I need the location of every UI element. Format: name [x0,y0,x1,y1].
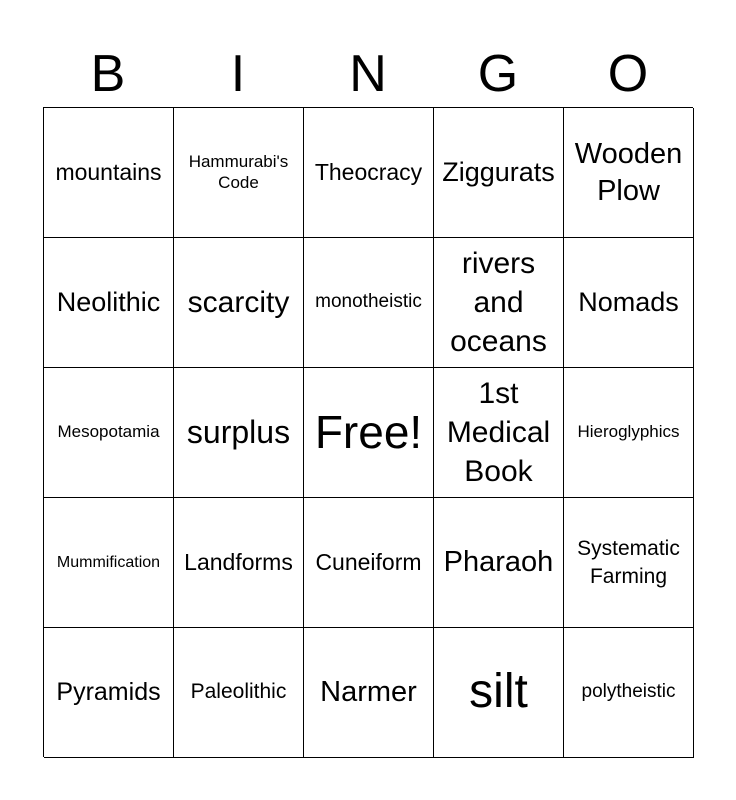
bingo-cell[interactable] [434,628,564,758]
bingo-cell[interactable] [564,108,694,238]
bingo-cell[interactable] [564,368,694,498]
bingo-cell[interactable] [304,238,434,368]
cell-label: Neolithic [56,286,161,317]
cell-label: Hammurabi's Code [188,152,289,192]
cell-label: Mesopotamia [57,422,160,442]
bingo-cell[interactable] [564,238,694,368]
bingo-cell[interactable] [174,628,304,758]
free-space-cell[interactable] [304,368,434,498]
cell-label: Narmer [320,676,417,709]
cell-label: Systematic Farming [577,537,680,588]
bingo-board [43,107,693,757]
bingo-cell[interactable] [174,238,304,368]
bingo-cell[interactable] [44,238,174,368]
cell-label: 1st Medical Book [446,377,551,488]
cell-label: rivers and oceans [450,247,547,358]
cell-label: Wooden Plow [574,138,683,207]
cell-label: mountains [55,158,162,185]
bingo-cell[interactable] [44,108,174,238]
header-letter-b: B [90,45,126,103]
cell-label: silt [469,665,528,719]
bingo-cell[interactable] [434,368,564,498]
bingo-cell[interactable] [44,368,174,498]
header-letter-n: N [349,45,387,103]
header-letter-i: I [230,45,246,103]
cell-label: surplus [186,413,291,450]
cell-label: polytheistic [581,681,676,703]
bingo-cell[interactable] [174,498,304,628]
cell-label: scarcity [187,285,290,319]
cell-label: Hieroglyphics [577,422,680,442]
bingo-cell[interactable] [44,628,174,758]
bingo-cell[interactable] [304,628,434,758]
bingo-cell[interactable] [44,498,174,628]
cell-label: monotheistic [315,291,422,313]
cell-label: Pyramids [56,677,161,706]
bingo-cell[interactable] [564,628,694,758]
cell-label: Cuneiform [315,548,422,575]
bingo-cell[interactable] [434,498,564,628]
header-letter-g: G [477,45,519,103]
cell-label: Pharaoh [443,546,554,579]
bingo-cell[interactable] [174,368,304,498]
header-letter-o: O [607,45,649,103]
cell-label: Paleolithic [190,680,287,704]
cell-label: Ziggurats [442,156,555,187]
bingo-cell[interactable] [304,498,434,628]
bingo-cell[interactable] [304,108,434,238]
cell-label: Nomads [578,286,679,317]
cell-label: Mummification [56,553,161,571]
bingo-header [43,40,693,108]
bingo-cell[interactable] [564,498,694,628]
cell-label: Landforms [184,548,293,575]
cell-label: Theocracy [314,158,423,185]
bingo-cell[interactable] [434,238,564,368]
bingo-cell[interactable] [174,108,304,238]
bingo-cell[interactable] [434,108,564,238]
free-space-label: Free! [314,406,423,459]
